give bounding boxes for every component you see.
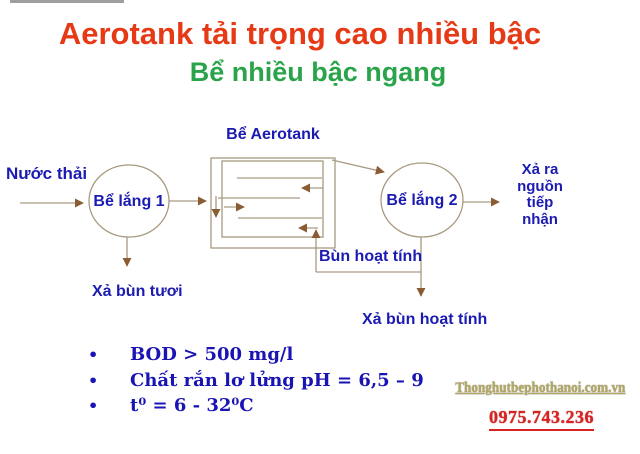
- return-sludge-label: Bùn hoạt tính: [319, 248, 423, 265]
- waste-sludge-label: Xả bùn hoạt tính: [362, 311, 488, 328]
- page-subtitle: Bể nhiều bậc ngang: [189, 57, 447, 87]
- parameter-text: t⁰ = 6 - 32⁰C: [130, 395, 254, 416]
- aerotank-inner-wall: [222, 161, 323, 237]
- fresh-sludge-label: Xả bùn tươi: [92, 283, 183, 300]
- clarifier2-label: Bể lắng 2: [386, 192, 458, 209]
- watermark-website: Thonghutbephothanoi.com.vn: [454, 380, 625, 396]
- parameter-text: Chất rắn lơ lửng pH = 6,5 – 9: [130, 369, 424, 391]
- watermark-phone: 0975.743.236: [489, 407, 594, 431]
- effluent-label: [503, 162, 577, 228]
- influent-label: Nước thải: [6, 164, 88, 183]
- page-title: Aerotank tải trọng cao nhiều bậc: [58, 16, 542, 51]
- bullet-icon: •: [88, 396, 99, 415]
- clarifier1-label: Bể lắng 1: [93, 193, 165, 210]
- list-item: [88, 368, 424, 394]
- list-item: [88, 342, 424, 368]
- effluent-label-line: nhận: [522, 210, 558, 228]
- effluent-label-line: nguồn: [517, 177, 563, 195]
- list-item: [88, 393, 424, 419]
- bullet-icon: •: [88, 370, 99, 390]
- tank-to-clarifier2-arrow: [332, 160, 384, 172]
- effluent-label-line: tiếp: [526, 194, 554, 211]
- effluent-label-line: Xả ra: [521, 161, 559, 178]
- parameter-text: BOD > 500 mg/l: [130, 344, 294, 365]
- parameter-list: [88, 342, 424, 419]
- bullet-icon: •: [88, 345, 99, 364]
- aerotank-label: Bể Aerotank: [226, 126, 320, 143]
